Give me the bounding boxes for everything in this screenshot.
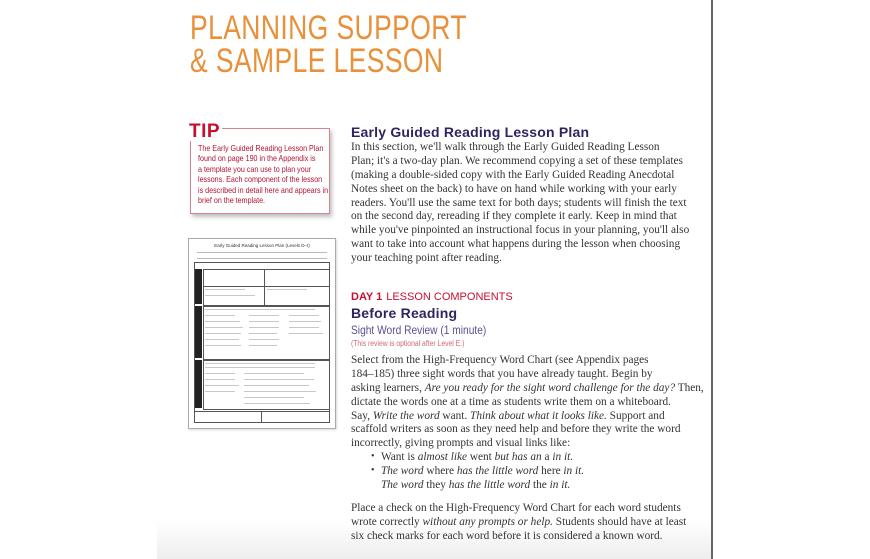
before-reading-heading: Before Reading [351, 305, 458, 321]
italic-text: Write the word [372, 409, 440, 422]
tip-line: found on page 190 in the Appendix is [198, 153, 316, 164]
sight-word-review-heading: Sight Word Review (1 minute) [351, 323, 487, 337]
text-line [351, 410, 711, 424]
thumbnail-text-line [205, 339, 239, 340]
thumbnail-text-line [244, 397, 304, 398]
italic-text: has the little word [448, 478, 531, 491]
text-line: want to take into account what happens during the lesson when choosing [351, 238, 681, 251]
thumbnail-text-line [205, 373, 235, 374]
thumbnail-text-line [205, 315, 235, 316]
text-line [381, 451, 741, 465]
thumbnail-text-line [249, 339, 279, 340]
thumbnail-text-line [289, 327, 319, 328]
thumbnail-text-line [249, 315, 279, 316]
thumbnail-text-line [205, 379, 235, 380]
thumbnail-text-line [249, 333, 277, 334]
page-title [190, 9, 467, 80]
text-line [351, 368, 711, 382]
italic-text: almost like [417, 451, 468, 463]
prompt-bullet-list [381, 451, 741, 493]
text-run: scaffold writers as soon as they need help and before they write the word [351, 423, 681, 436]
thumbnail-text-line [289, 315, 319, 316]
text-line: readers. You'll use the same text for both days; students will finish the text [351, 196, 687, 209]
thumbnail-text-line [205, 363, 315, 364]
text-run: want. [439, 409, 471, 422]
text-run: they [423, 478, 449, 491]
page-title-line-2: & SAMPLE LESSON [190, 42, 444, 80]
thumbnail-text-line [244, 391, 316, 392]
tip-line: lessons. Each component of the lesson [198, 174, 323, 185]
text-line: (making a double-sided copy with the Early Guided Reading Anecdotal [351, 168, 675, 181]
text-line: In this section, we'll walk through the Early Guided Reading Lesson [351, 141, 660, 153]
thumbnail-text-line [205, 391, 235, 392]
italic-text: Think about what it looks like. [470, 409, 607, 422]
italic-text: in it. [552, 451, 574, 463]
italic-text: Are you ready for the sight word challenge for the day? [424, 381, 676, 394]
thumbnail-text-line [205, 345, 241, 346]
text-run: Place a check on the High-Frequency Word Chart for each word students [351, 502, 681, 514]
text-line: Plan; it's a two-day plan. We recommend copying a set of these templates [351, 154, 683, 167]
text-line [381, 479, 741, 493]
thumbnail-text-line [205, 367, 315, 368]
text-run: where [423, 464, 457, 477]
tip-line: a template you can use to plan your [198, 163, 312, 174]
tip-line: brief on the template. [198, 195, 266, 206]
bullet-icon: • [371, 464, 375, 476]
text-run: here [538, 464, 564, 477]
text-run: wrote correctly [351, 515, 423, 528]
thumbnail-text-line [244, 373, 304, 374]
italic-text: The word [381, 478, 424, 491]
tip-box [189, 121, 330, 214]
tip-line: is described in detail here and appears in [198, 184, 329, 195]
text-run: the [530, 478, 550, 491]
text-line [351, 437, 711, 451]
italic-text: without any prompts or help. [422, 515, 553, 528]
text-line [381, 465, 741, 479]
tip-label: TIP [189, 121, 221, 142]
text-run: asking learners, [351, 381, 425, 394]
page-title-line-1: PLANNING SUPPORT [190, 9, 467, 47]
text-run: six check marks for each word before it is considered a known word. [351, 529, 663, 542]
text-line [351, 354, 711, 368]
optional-note: (This review is optional after Level E.) [351, 339, 465, 348]
thumbnail-text-line [289, 321, 321, 322]
text-run: dictate the words one at a time as students write them on a whiteboard. [351, 395, 671, 408]
thumbnail-text-line [244, 403, 310, 404]
text-run: incorrectly, giving prompts and visual links like: [351, 437, 571, 450]
italic-text: but has an [494, 451, 542, 463]
section-paragraph [351, 141, 711, 266]
italic-text: in it. [549, 478, 571, 491]
italic-text: The word [381, 464, 424, 477]
text-line [351, 396, 711, 410]
text-line [351, 516, 711, 530]
text-line: on the second day, rereading if they complete it early. Keep in mind that [351, 210, 677, 223]
text-line: while you've pinpointed an instructional focus in your planning, you'll also [351, 224, 690, 237]
text-line: your teaching point after reading. [351, 252, 502, 265]
text-run: Say, [351, 409, 373, 422]
closing-paragraph [351, 502, 711, 544]
text-run: Then, [675, 381, 704, 394]
italic-text: in it. [563, 464, 585, 477]
text-line: Notes sheet on the back) to have on hand while working with your early [351, 182, 677, 195]
thumbnail-text-line [249, 327, 279, 328]
thumbnail-text-line [205, 333, 241, 334]
text-run: a [541, 451, 553, 463]
thumbnail-text-line [205, 289, 245, 290]
thumbnail-text-line [244, 385, 309, 386]
text-run: Select from the High-Frequency Word Chart (see Appendix pages [351, 354, 649, 366]
thumbnail-text-line [267, 289, 307, 290]
text-run: Want is [381, 451, 418, 463]
italic-text: has the little word [456, 464, 539, 477]
thumbnail-text-line [205, 309, 315, 310]
thumbnail-text-line [249, 345, 277, 346]
day-1-label [351, 291, 513, 303]
text-line [351, 423, 711, 437]
tip-text [198, 143, 327, 205]
thumbnail-text-line [289, 333, 323, 334]
thumbnail-title: Early Guided Reading Lesson Plan (Levels D–I) [214, 243, 310, 248]
day-number: DAY 1 [351, 291, 383, 303]
thumbnail-text-line [249, 321, 279, 322]
text-line [351, 382, 711, 396]
bullet-icon: • [371, 451, 375, 462]
sight-word-paragraph [351, 354, 711, 451]
text-run: Students should have at least [552, 515, 687, 528]
thumbnail-text-line [205, 385, 239, 386]
thumbnail-text-line [244, 379, 314, 380]
text-run: went [467, 451, 495, 463]
thumbnail-text-line [205, 295, 255, 296]
text-line [351, 502, 711, 516]
tip-line: The Early Guided Reading Lesson Plan [198, 143, 324, 153]
thumbnail-text-line [205, 327, 243, 328]
lesson-components-label: LESSON COMPONENTS [386, 291, 513, 303]
text-line [351, 530, 711, 544]
text-run: 184–185) three sight words that you have already taught. Begin by [351, 367, 653, 380]
section-heading: Early Guided Reading Lesson Plan [351, 124, 590, 140]
lesson-plan-template-thumbnail [188, 238, 336, 429]
thumbnail-text-line [205, 321, 240, 322]
text-run: Support and [606, 409, 665, 422]
